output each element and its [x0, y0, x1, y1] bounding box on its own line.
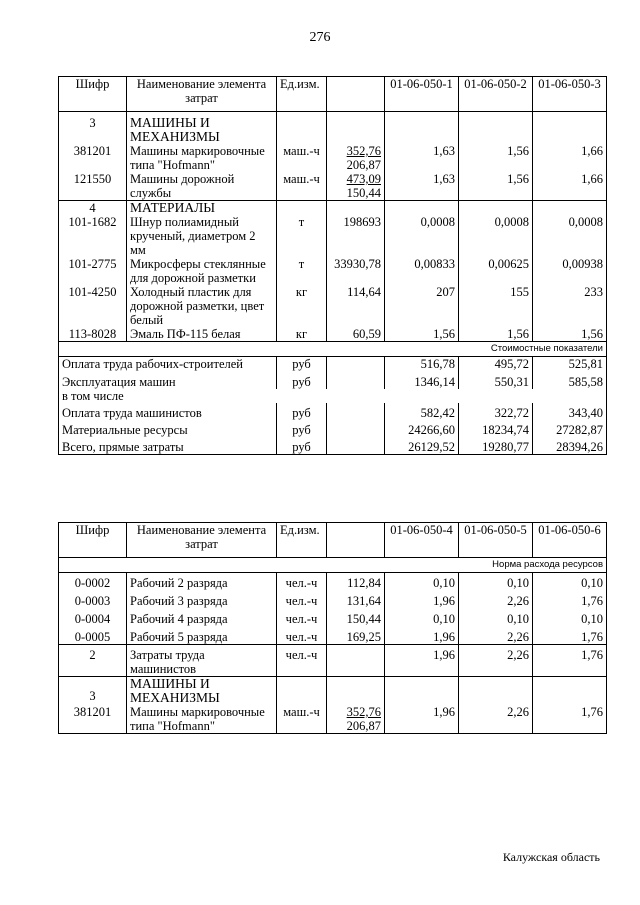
row-price: 33930,78: [327, 257, 385, 285]
summary-value: 1346,14: [385, 371, 459, 389]
table-row: [59, 705, 607, 734]
section-band: [59, 342, 607, 357]
row-code: 113-8028: [59, 327, 127, 342]
row-value: 1,56: [385, 327, 459, 342]
row-value: 1,63: [385, 172, 459, 201]
row-value: 0,00833: [385, 257, 459, 285]
summary-row: [59, 437, 607, 455]
row-value: 155: [459, 285, 533, 327]
row-code: 381201: [59, 144, 127, 172]
header-unit: Ед.изм.: [277, 523, 327, 558]
section-band-label: Стоимостные показатели: [59, 342, 607, 357]
section-band: [59, 558, 607, 573]
summary-value: 322,72: [459, 403, 533, 420]
summary-row: [59, 371, 607, 389]
row-name: Рабочий 2 разряда: [127, 573, 277, 591]
summary-value: 27282,87: [533, 420, 607, 437]
row-unit: чел.-ч: [277, 608, 327, 626]
row-price-sub: 150,44: [346, 186, 381, 200]
table-row: [59, 285, 607, 327]
footer-region: Калужская область: [502, 850, 600, 864]
row-price-main: 352,76: [346, 705, 381, 719]
row-price-sub: 206,87: [346, 719, 381, 733]
summary-value: 495,72: [459, 357, 533, 372]
table-header-row: [59, 77, 607, 112]
table-row: [59, 590, 607, 608]
summary-unit: руб: [277, 371, 327, 389]
row-value: 1,76: [533, 626, 607, 645]
group-number: 3: [59, 677, 127, 706]
row-value: 0,10: [459, 608, 533, 626]
row-code: 101-4250: [59, 285, 127, 327]
row-value: 2,26: [459, 626, 533, 645]
summary-value: 26129,52: [385, 437, 459, 455]
row-code: 101-1682: [59, 215, 127, 257]
table-row: [59, 215, 607, 257]
row-name: Рабочий 5 разряда: [127, 626, 277, 645]
table-row: [59, 626, 607, 645]
row-unit: т: [277, 215, 327, 257]
row-value: 1,66: [533, 144, 607, 172]
row-price: 112,84: [327, 573, 385, 591]
row-name: Машины маркировочные типа "Hofmann": [127, 705, 277, 734]
group-title: МАШИНЫ И МЕХАНИЗМЫ: [127, 116, 277, 144]
row-price: 150,44: [327, 608, 385, 626]
section-band-label: Норма расхода ресурсов: [59, 558, 607, 573]
row-value: 1,96: [385, 590, 459, 608]
table-row: [59, 172, 607, 201]
group-number: 4: [59, 201, 127, 216]
row-value: 0,00938: [533, 257, 607, 285]
header-name: Наименование элемента затрат: [127, 523, 277, 558]
header-code-5: 01-06-050-5: [459, 523, 533, 558]
row-value: 1,56: [459, 144, 533, 172]
row-value: 0,10: [459, 573, 533, 591]
group-number: 3: [59, 116, 127, 144]
table-row: [59, 144, 607, 172]
row-value: 1,56: [459, 327, 533, 342]
summary-value: 24266,60: [385, 420, 459, 437]
row-code: 0-0003: [59, 590, 127, 608]
summary-unit: руб: [277, 357, 327, 372]
row-unit: кг: [277, 285, 327, 327]
table-row: [59, 327, 607, 342]
row-unit: кг: [277, 327, 327, 342]
group-title: МАШИНЫ И МЕХАНИЗМЫ: [127, 677, 277, 706]
row-price: 114,64: [327, 285, 385, 327]
header-unit: Ед.изм.: [277, 77, 327, 112]
row-price: [327, 705, 385, 734]
summary-value: 550,31: [459, 371, 533, 389]
row-unit: т: [277, 257, 327, 285]
row-name: Эмаль ПФ-115 белая: [127, 327, 277, 342]
row-value: 2,26: [459, 590, 533, 608]
row-price: 131,64: [327, 590, 385, 608]
row-name: Шнур полиамидный крученый, диаметром 2 мм: [127, 215, 277, 257]
row-value: 1,76: [533, 705, 607, 734]
row-value: 1,96: [385, 645, 459, 677]
summary-row: [59, 403, 607, 420]
summary-unit: руб: [277, 420, 327, 437]
summary-name: Оплата труда машинистов: [59, 403, 277, 420]
row-name: Рабочий 4 разряда: [127, 608, 277, 626]
header-code-1: 01-06-050-1: [385, 77, 459, 112]
header-code-3: 01-06-050-3: [533, 77, 607, 112]
table-row: [59, 573, 607, 591]
row-value: 0,10: [533, 608, 607, 626]
table-row: [59, 608, 607, 626]
header-price: [327, 77, 385, 112]
summary-value: 516,78: [385, 357, 459, 372]
summary-value: 19280,77: [459, 437, 533, 455]
group-row: [59, 677, 607, 706]
row-value: 207: [385, 285, 459, 327]
row-value: 1,76: [533, 590, 607, 608]
row-price: [327, 144, 385, 172]
group-row: [59, 645, 607, 677]
summary-name: Всего, прямые затраты: [59, 437, 277, 455]
row-value: 1,96: [385, 626, 459, 645]
summary-unit: руб: [277, 403, 327, 420]
group-number: 2: [59, 645, 127, 677]
row-value: 2,26: [459, 705, 533, 734]
row-price: 198693: [327, 215, 385, 257]
row-code: 0-0005: [59, 626, 127, 645]
row-price-main: 352,76: [346, 144, 381, 158]
table-row: [59, 257, 607, 285]
group-row: [59, 201, 607, 216]
row-value: 0,10: [385, 608, 459, 626]
row-name: Холодный пластик для дорожной разметки, цвет белый: [127, 285, 277, 327]
summary-row: [59, 420, 607, 437]
row-name: Машины дорожной службы: [127, 172, 277, 201]
header-code-2: 01-06-050-2: [459, 77, 533, 112]
row-unit: маш.-ч: [277, 172, 327, 201]
row-name: Микросферы стеклянные для дорожной разметки: [127, 257, 277, 285]
header-code-4: 01-06-050-4: [385, 523, 459, 558]
header-code-6: 01-06-050-6: [533, 523, 607, 558]
row-value: 2,26: [459, 645, 533, 677]
row-value: 1,66: [533, 172, 607, 201]
summary-name: Оплата труда рабочих-строителей: [59, 357, 277, 372]
row-value: 0,10: [533, 573, 607, 591]
summary-value: 582,42: [385, 403, 459, 420]
row-unit: чел.-ч: [277, 590, 327, 608]
row-code: 0-0004: [59, 608, 127, 626]
row-value: 0,0008: [385, 215, 459, 257]
row-value: 0,00625: [459, 257, 533, 285]
row-name: Машины маркировочные типа "Hofmann": [127, 144, 277, 172]
summary-value: 28394,26: [533, 437, 607, 455]
resource-table-2: [58, 522, 607, 734]
row-unit: маш.-ч: [277, 144, 327, 172]
page-number: 276: [309, 30, 331, 45]
row-value: 1,76: [533, 645, 607, 677]
summary-value: 18234,74: [459, 420, 533, 437]
row-price: [327, 172, 385, 201]
row-price: 169,25: [327, 626, 385, 645]
summary-unit: руб: [277, 437, 327, 455]
summary-note-row: [59, 389, 607, 403]
group-row: [59, 116, 607, 144]
row-value: 1,56: [459, 172, 533, 201]
row-unit: маш.-ч: [277, 705, 327, 734]
row-name: Рабочий 3 разряда: [127, 590, 277, 608]
summary-row: [59, 357, 607, 372]
header-name: Наименование элемента затрат: [127, 77, 277, 112]
summary-value: 343,40: [533, 403, 607, 420]
row-value: 1,63: [385, 144, 459, 172]
summary-value: 525,81: [533, 357, 607, 372]
row-code: 381201: [59, 705, 127, 734]
row-code: 121550: [59, 172, 127, 201]
row-value: 0,0008: [533, 215, 607, 257]
row-value: 1,56: [533, 327, 607, 342]
summary-value: 585,58: [533, 371, 607, 389]
header-code: Шифр: [59, 523, 127, 558]
group-title: Затраты труда машинистов: [127, 645, 277, 677]
row-code: 101-2775: [59, 257, 127, 285]
row-price-sub: 206,87: [346, 158, 381, 172]
row-unit: чел.-ч: [277, 645, 327, 677]
table-header-row: [59, 523, 607, 558]
row-value: 0,10: [385, 573, 459, 591]
row-value: 1,96: [385, 705, 459, 734]
header-code: Шифр: [59, 77, 127, 112]
summary-note: в том числе: [59, 389, 607, 403]
row-value: 0,0008: [459, 215, 533, 257]
summary-name: Эксплуатация машин: [59, 371, 277, 389]
row-price: 60,59: [327, 327, 385, 342]
resource-table-1: [58, 76, 607, 455]
row-code: 0-0002: [59, 573, 127, 591]
row-value: 233: [533, 285, 607, 327]
group-title: МАТЕРИАЛЫ: [127, 201, 277, 216]
row-price-main: 473,09: [346, 172, 381, 186]
row-unit: чел.-ч: [277, 626, 327, 645]
row-unit: чел.-ч: [277, 573, 327, 591]
summary-name: Материальные ресурсы: [59, 420, 277, 437]
header-price: [327, 523, 385, 558]
